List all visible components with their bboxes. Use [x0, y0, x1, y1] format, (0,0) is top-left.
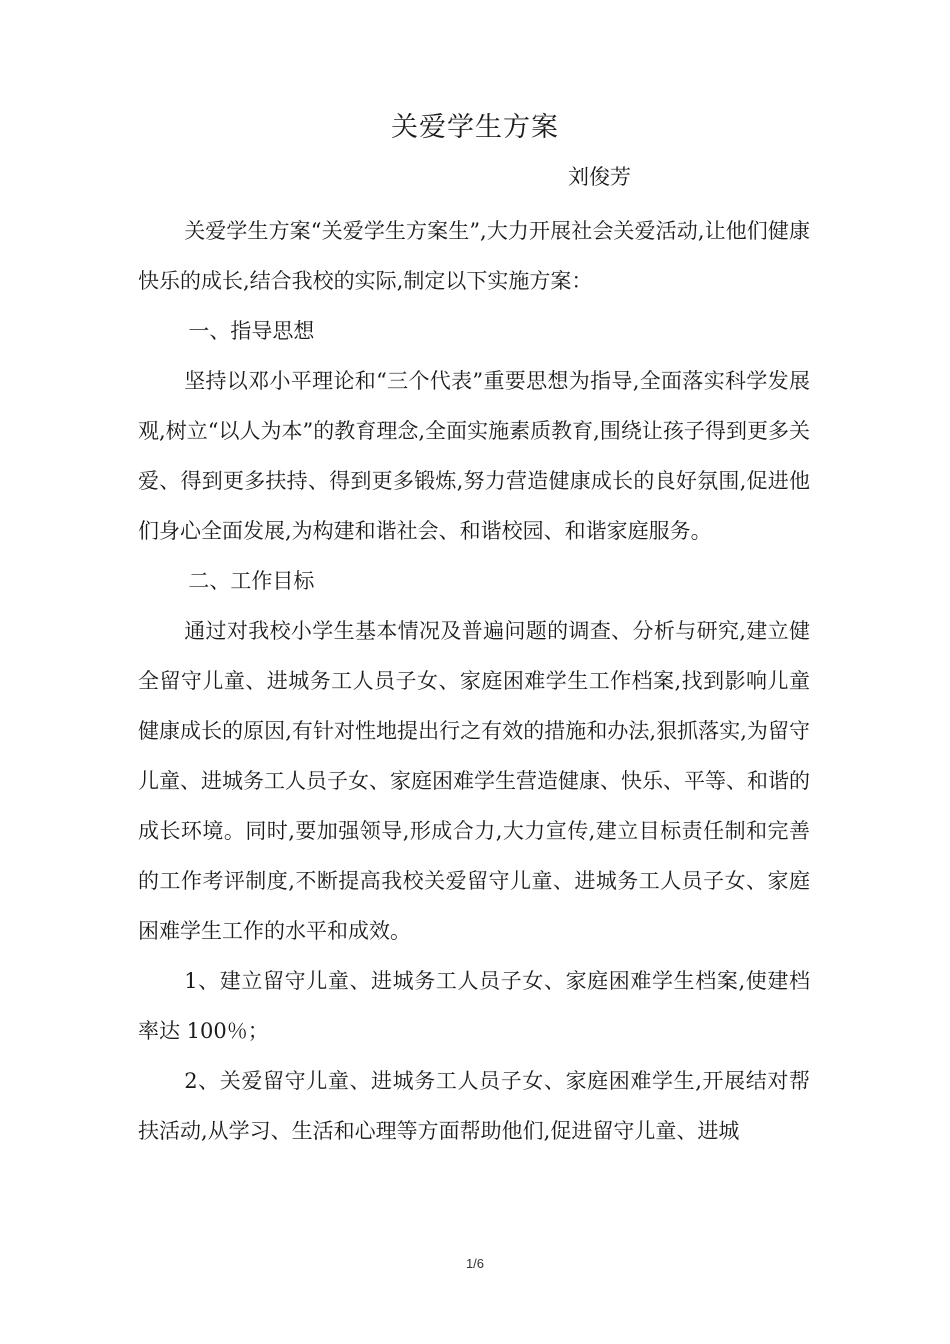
work-goals-paragraph: 通过对我校小学生基本情况及普遍问题的调查、分析与研究,建立健全留守儿童、进城务工人员子女、家庭困难学生工作档案,找到影响儿童健康成长的原因,有针对性地提出行之有效的措施和办法,狠抓落实,为留守儿童、进城务工人员子女、家庭困难学生营造健康、快乐、平等、和谐的成长环境。同时,要加强领导,形成合力,大力宣传,建立目标责任制和完善的工作考评制度,不断提高我校关爱留守儿童、进城务工人员子女、家庭困难学生工作的水平和成效。: [138, 619, 810, 943]
guiding-ideology-paragraph: 坚持以邓小平理论和“三个代表”重要思想为指导,全面落实科学发展观,树立“以人为本”的教育理念,全面实施素质教育,围绕让孩子得到更多关爱、得到更多扶持、得到更多锻炼,努力营造健康成长的良好氛围,促进他们身心全面发展,为构建和谐社会、和谐校园、和谐家庭服务。: [138, 369, 810, 543]
intro-paragraph: 关爱学生方案“关爱学生方案生”,大力开展社会关爱活动,让他们健康快乐的成长,结合我校的实际,制定以下实施方案：: [138, 219, 810, 293]
page-number: 1/6: [465, 1256, 485, 1271]
document-title: 关爱学生方案: [391, 112, 559, 143]
section-heading-work-goals: 二、工作目标: [188, 569, 315, 593]
document-author: 刘俊芳: [568, 165, 631, 189]
section-heading-guiding-ideology: 一、指导思想: [188, 319, 315, 343]
goal-item-1: 1、建立留守儿童、进城务工人员子女、家庭困难学生档案,使建档率达 100％；: [138, 969, 810, 1043]
document-body: [138, 206, 810, 1156]
goal-item-2: 2、关爱留守儿童、进城务工人员子女、家庭困难学生,开展结对帮扶活动,从学习、生活和心理等方面帮助他们,促进留守儿童、进城: [138, 1069, 810, 1143]
